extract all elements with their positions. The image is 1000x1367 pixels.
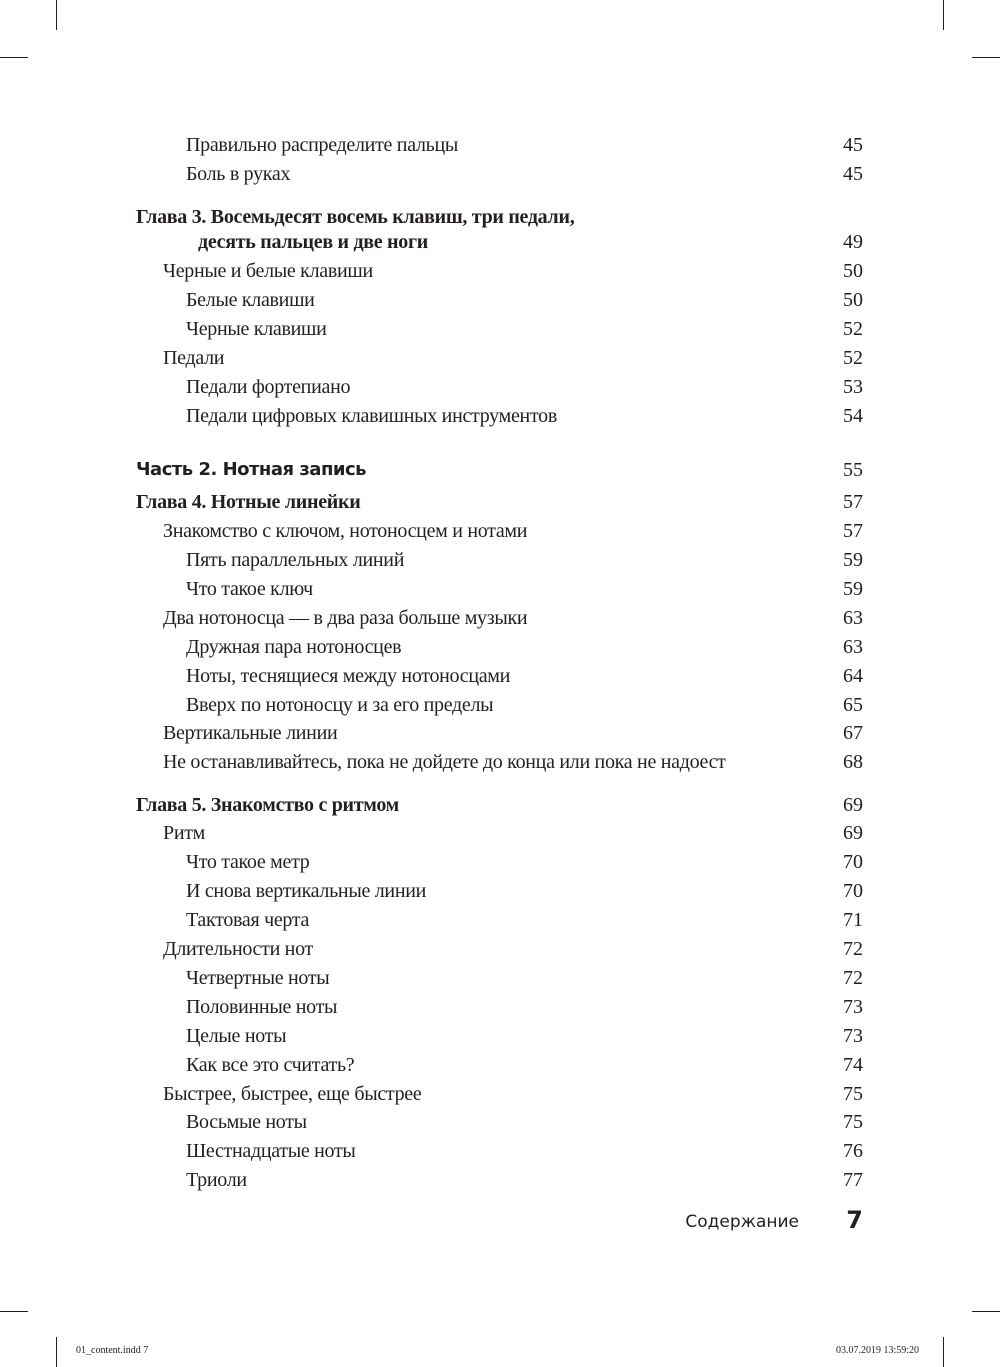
toc-entry-title: Черные и белые клавиши bbox=[163, 260, 373, 282]
toc-entry-title: Вверх по нотоносцу и за его пределы bbox=[186, 694, 494, 716]
toc-entry-page: 69 bbox=[843, 822, 863, 844]
toc-entry-page: 57 bbox=[843, 520, 863, 542]
toc-entry-page: 49 bbox=[843, 231, 863, 253]
page-number: 7 bbox=[846, 1206, 863, 1234]
toc-entry-page: 73 bbox=[843, 1025, 863, 1047]
toc-entry-title: Педали цифровых клавишных инструментов bbox=[186, 405, 557, 427]
crop-mark bbox=[56, 1337, 57, 1367]
toc-entry-title: Что такое ключ bbox=[186, 578, 313, 600]
crop-mark bbox=[972, 57, 1000, 58]
toc-entry bbox=[0, 344, 1000, 372]
toc-entry bbox=[0, 662, 1000, 690]
toc-entry bbox=[0, 488, 1000, 516]
toc-entry-page: 64 bbox=[843, 665, 863, 687]
crop-mark bbox=[943, 1337, 944, 1367]
toc-entry-title: Вертикальные линии bbox=[163, 722, 338, 744]
toc-entry-title: Половинные ноты bbox=[186, 996, 338, 1018]
toc-entry-page: 63 bbox=[843, 607, 863, 629]
toc-entry-page: 72 bbox=[843, 967, 863, 989]
slug-timestamp: 03.07.2019 13:59:20 bbox=[835, 1345, 919, 1356]
toc-entry-title: Ритм bbox=[163, 822, 206, 844]
toc-entry bbox=[0, 691, 1000, 719]
toc-entry-page: 73 bbox=[843, 996, 863, 1018]
toc-entry bbox=[0, 1080, 1000, 1108]
toc-entry bbox=[0, 203, 1000, 231]
toc-entry-page: 52 bbox=[843, 318, 863, 340]
toc-entry bbox=[0, 848, 1000, 876]
toc-entry-page: 45 bbox=[843, 134, 863, 156]
crop-mark bbox=[943, 0, 944, 30]
toc-entry-title: Часть 2. Нотная запись bbox=[136, 459, 367, 480]
toc-entry-page: 65 bbox=[843, 694, 863, 716]
crop-mark bbox=[56, 0, 57, 30]
toc-entry bbox=[0, 791, 1000, 819]
toc-entry-title: Шестнадцатые ноты bbox=[186, 1140, 356, 1162]
toc-entry-page: 54 bbox=[843, 405, 863, 427]
toc-entry-page: 77 bbox=[843, 1169, 863, 1191]
toc-entry-page: 50 bbox=[843, 289, 863, 311]
slug-file: 01_content.indd 7 bbox=[76, 1345, 149, 1356]
toc-entry-title: Не останавливайтесь, пока не дойдете до конца или пока не надоест bbox=[163, 751, 726, 773]
toc-entry-page: 75 bbox=[843, 1083, 863, 1105]
running-footer-title: Содержание bbox=[685, 1212, 799, 1232]
toc-entry-title: Пять параллельных линий bbox=[186, 549, 405, 571]
toc-entry bbox=[0, 131, 1000, 159]
toc-entry bbox=[0, 315, 1000, 343]
toc-entry-title: Ноты, теснящиеся между нотоносцами bbox=[186, 665, 511, 687]
toc-entry bbox=[0, 546, 1000, 574]
toc-entry-title: Дружная пара нотоносцев bbox=[186, 636, 402, 658]
toc-entry bbox=[0, 964, 1000, 992]
toc-entry-title: Восьмые ноты bbox=[186, 1111, 307, 1133]
toc-entry-title: Глава 3. Восемьдесят восемь клавиш, три педали, bbox=[136, 206, 575, 228]
toc-entry-title: Черные клавиши bbox=[186, 318, 327, 340]
toc-entry-title: И снова вертикальные линии bbox=[186, 880, 427, 902]
toc-entry-title: Педали фортепиано bbox=[186, 376, 351, 398]
toc-entry-page: 63 bbox=[843, 636, 863, 658]
toc-entry-page: 55 bbox=[843, 459, 863, 481]
toc-entry-title: Знакомство с ключом, нотоносцем и нотами bbox=[163, 520, 528, 542]
toc-entry bbox=[0, 719, 1000, 747]
toc-entry-title: Глава 5. Знакомство с ритмом bbox=[136, 794, 399, 816]
toc-entry-title: Педали bbox=[163, 347, 225, 369]
toc-entry-page: 57 bbox=[843, 491, 863, 513]
toc-entry bbox=[0, 748, 1000, 776]
toc-entry bbox=[0, 456, 1000, 484]
toc-entry-page: 68 bbox=[843, 751, 863, 773]
toc-entry-page: 74 bbox=[843, 1054, 863, 1076]
toc-entry-title: Два нотоносца — в два раза больше музыки bbox=[163, 607, 528, 629]
toc-entry bbox=[0, 373, 1000, 401]
toc-entry bbox=[0, 257, 1000, 285]
toc-entry-page: 50 bbox=[843, 260, 863, 282]
toc-entry bbox=[0, 160, 1000, 188]
toc-entry bbox=[0, 1137, 1000, 1165]
toc-entry-page: 72 bbox=[843, 938, 863, 960]
toc-entry-title: Как все это считать? bbox=[186, 1054, 355, 1076]
toc-entry-title: Длительности нот bbox=[163, 938, 313, 960]
toc-entry-title: Боль в руках bbox=[186, 163, 291, 185]
toc-entry bbox=[0, 935, 1000, 963]
toc-entry-title: Триоли bbox=[186, 1169, 247, 1191]
toc-entry-page: 67 bbox=[843, 722, 863, 744]
toc-entry-title: Белые клавиши bbox=[186, 289, 315, 311]
toc-entry-page: 76 bbox=[843, 1140, 863, 1162]
toc-entry bbox=[0, 286, 1000, 314]
toc-entry bbox=[0, 633, 1000, 661]
toc-entry bbox=[0, 877, 1000, 905]
toc-entry bbox=[0, 228, 1000, 256]
toc-entry bbox=[0, 402, 1000, 430]
toc-entry bbox=[0, 906, 1000, 934]
toc-entry bbox=[0, 993, 1000, 1021]
crop-mark bbox=[972, 1311, 1000, 1312]
toc-entry bbox=[0, 517, 1000, 545]
crop-mark bbox=[0, 1311, 28, 1312]
toc-entry-title: Целые ноты bbox=[186, 1025, 287, 1047]
toc-entry-title: десять пальцев и две ноги bbox=[198, 231, 428, 253]
toc-entry-page: 70 bbox=[843, 851, 863, 873]
toc-entry-page: 45 bbox=[843, 163, 863, 185]
toc-entry-title: Тактовая черта bbox=[186, 909, 310, 931]
toc-entry-title: Правильно распределите пальцы bbox=[186, 134, 458, 156]
toc-entry-title: Быстрее, быстрее, еще быстрее bbox=[163, 1083, 422, 1105]
toc-entry-page: 59 bbox=[843, 549, 863, 571]
toc-entry bbox=[0, 819, 1000, 847]
toc-entry bbox=[0, 1166, 1000, 1194]
toc-entry-page: 69 bbox=[843, 794, 863, 816]
toc-entry bbox=[0, 604, 1000, 632]
crop-mark bbox=[0, 57, 28, 58]
toc-entry bbox=[0, 575, 1000, 603]
toc-entry-title: Глава 4. Нотные линейки bbox=[136, 491, 361, 513]
toc-entry-title: Что такое метр bbox=[186, 851, 310, 873]
toc-entry bbox=[0, 1051, 1000, 1079]
toc-entry bbox=[0, 1108, 1000, 1136]
toc-entry-page: 53 bbox=[843, 376, 863, 398]
toc-entry-page: 52 bbox=[843, 347, 863, 369]
toc-entry-page: 70 bbox=[843, 880, 863, 902]
toc-entry-title: Четвертные ноты bbox=[186, 967, 330, 989]
toc-entry-page: 75 bbox=[843, 1111, 863, 1133]
toc-entry bbox=[0, 1022, 1000, 1050]
toc-entry-page: 71 bbox=[843, 909, 863, 931]
toc-entry-page: 59 bbox=[843, 578, 863, 600]
